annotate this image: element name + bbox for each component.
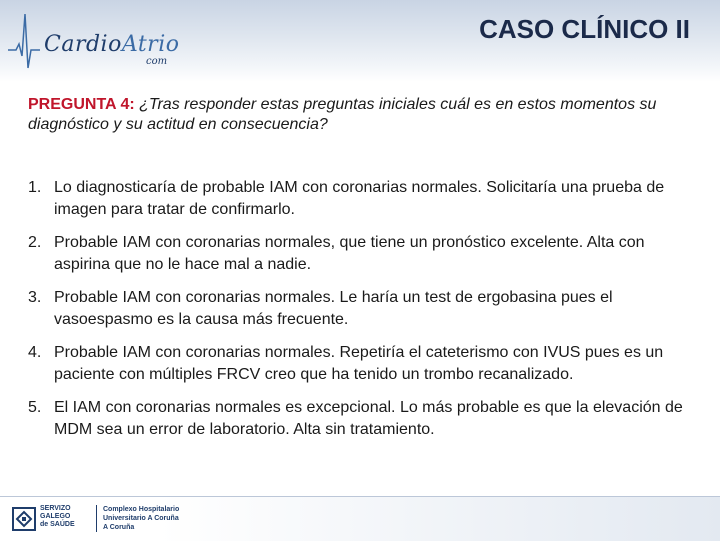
sergas-logo-icon <box>12 507 36 531</box>
option-text: Probable IAM con coronarias normales, que tiene un pronóstico excelente. Alta con aspirina que no le hace mal a nadie. <box>54 234 645 273</box>
logo-suffix: com <box>146 56 168 67</box>
answer-option-2 <box>28 232 700 276</box>
logo-wordmark: CardioAtrio <box>44 32 180 57</box>
option-number: 5. <box>28 399 42 416</box>
cardioatrio-logo <box>6 6 186 76</box>
question <box>28 95 678 135</box>
option-number: 1. <box>28 179 42 196</box>
answer-option-3 <box>28 287 700 331</box>
sergas-name: SERVIZO GALEGO de SAÚDE <box>40 505 75 528</box>
option-number: 2. <box>28 234 42 251</box>
ecg-trace-icon <box>6 6 46 76</box>
question-text: ¿Tras responder estas preguntas iniciales cuál es en estos momentos su diagnóstico y su actitud en consecuencia? <box>28 96 657 133</box>
answer-option-4 <box>28 342 700 386</box>
answer-options <box>28 177 700 452</box>
footer <box>0 496 720 541</box>
slide-title: CASO CLÍNICO II <box>479 14 690 44</box>
header-banner <box>0 0 720 82</box>
option-text: Lo diagnosticaría de probable IAM con coronarias normales. Solicitaría una prueba de imagen para tratar de confirmarlo. <box>54 179 665 218</box>
question-label: PREGUNTA 4: <box>28 96 135 113</box>
option-text: Probable IAM con coronarias normales. Le haría un test de ergobasina pues el vasoespasmo es la causa más frecuente. <box>54 289 613 328</box>
hospital-name: Complexo Hospitalario Universitario A Coruña A Coruña <box>96 505 179 532</box>
option-number: 4. <box>28 344 42 361</box>
option-text: Probable IAM con coronarias normales. Repetiría el cateterismo con IVUS pues es un paciente con múltiples FRCV creo que ha tenido un trombo recanalizado. <box>54 344 664 383</box>
option-number: 3. <box>28 289 42 306</box>
option-text: El IAM con coronarias normales es excepcional. Lo más probable es que la elevación de MDM sea un error de laboratorio. Alta sin tratamiento. <box>54 399 683 438</box>
answer-option-1 <box>28 177 700 221</box>
answer-option-5 <box>28 397 700 441</box>
